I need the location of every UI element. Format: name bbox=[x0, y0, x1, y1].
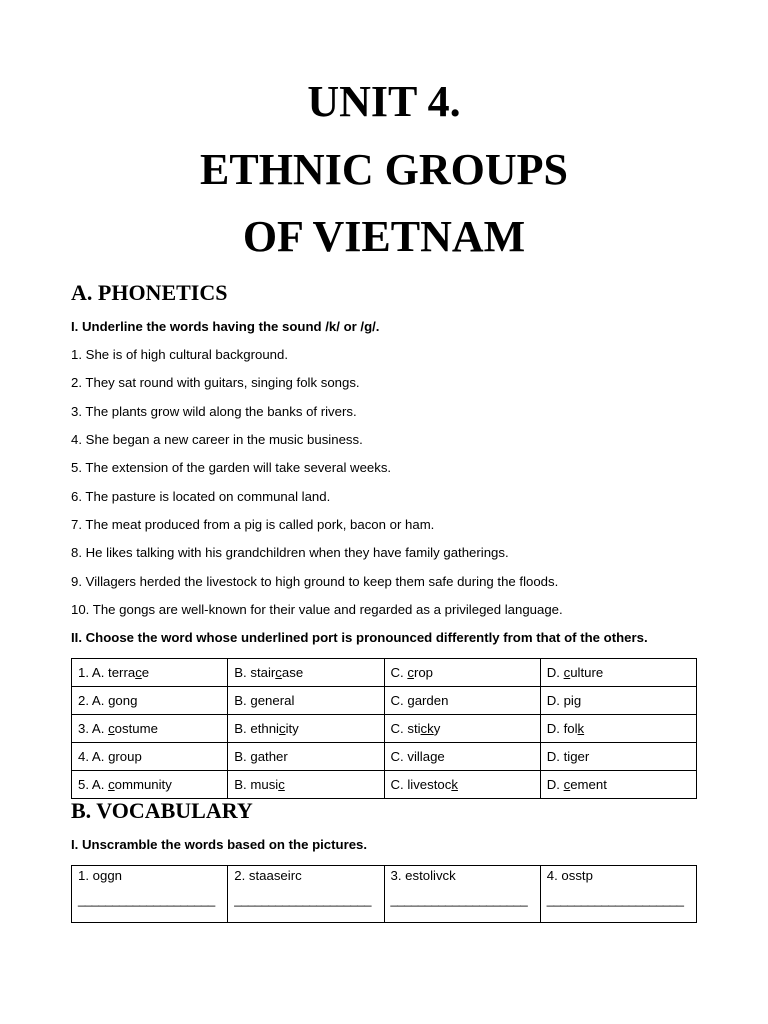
answer-blank[interactable]: ____________________ bbox=[546, 892, 684, 907]
underlined-letters: c bbox=[108, 777, 115, 792]
underlined-letters: c bbox=[108, 721, 115, 736]
choice-cell bbox=[540, 771, 696, 799]
underlined-letters: g bbox=[570, 749, 578, 764]
underlined-letters: g bbox=[108, 749, 116, 764]
choice-cell bbox=[228, 715, 384, 743]
sentence-item: 7. The meat produced from a pig is called pork, bacon or ham. bbox=[71, 517, 435, 532]
phonetics-instruction-1: I. Underline the words having the sound /k/ or /g/. bbox=[71, 319, 380, 334]
choice-text: 1. A. terra bbox=[78, 665, 136, 680]
choice-text: B. ethni bbox=[234, 721, 279, 736]
choice-text: C. bbox=[390, 693, 408, 708]
unscramble-cell bbox=[384, 866, 540, 923]
section-heading-phonetics: A. PHONETICS bbox=[71, 280, 228, 305]
choice-text-end: ather bbox=[257, 749, 288, 764]
table-row bbox=[72, 687, 697, 715]
sentence-item: 4. She began a new career in the music business. bbox=[71, 432, 363, 447]
underlined-letters: g bbox=[407, 693, 415, 708]
underlined-letters: c bbox=[278, 777, 285, 792]
choice-text: 2. A. bbox=[78, 693, 109, 708]
choice-cell bbox=[540, 687, 696, 715]
underlined-letters: c bbox=[275, 665, 282, 680]
table-row bbox=[72, 659, 697, 687]
choice-cell bbox=[72, 743, 228, 771]
choice-text: C. villa bbox=[390, 749, 431, 764]
choice-text-end: eneral bbox=[257, 693, 295, 708]
choice-text: C. bbox=[390, 665, 408, 680]
choice-cell bbox=[72, 659, 228, 687]
choice-text-end: arden bbox=[414, 693, 449, 708]
choice-text-end: rop bbox=[413, 665, 434, 680]
answer-blank[interactable]: ____________________ bbox=[234, 892, 371, 907]
underlined-letters: g bbox=[250, 693, 258, 708]
choice-cell bbox=[228, 743, 384, 771]
choice-text: 5. A. bbox=[78, 777, 109, 792]
underlined-letters: g bbox=[430, 749, 438, 764]
choice-cell bbox=[384, 687, 540, 715]
choice-cell bbox=[72, 715, 228, 743]
unscramble-cell bbox=[540, 866, 696, 923]
choice-cell bbox=[384, 743, 540, 771]
unit-title: UNIT 4. bbox=[307, 77, 461, 126]
underlined-letters: k bbox=[451, 777, 458, 792]
table-row bbox=[72, 866, 697, 923]
table-row bbox=[72, 743, 697, 771]
pronunciation-choice-table bbox=[71, 658, 697, 799]
underlined-letters: c bbox=[563, 777, 571, 792]
sentence-item: 8. He likes talking with his grandchildren when they have family gatherings. bbox=[71, 545, 509, 560]
sentence-item: 2. They sat round with guitars, singing folk songs. bbox=[71, 375, 360, 390]
underlined-letters: c bbox=[278, 721, 286, 736]
choice-text: 3. A. bbox=[78, 721, 109, 736]
choice-text-end: ement bbox=[570, 777, 607, 792]
unscramble-cell bbox=[228, 866, 384, 923]
sentence-item: 1. She is of high cultural background. bbox=[71, 347, 288, 362]
choice-text: D. pi bbox=[546, 693, 574, 708]
sentence-item: 9. Villagers herded the livestock to high ground to keep them safe during the floods. bbox=[71, 574, 559, 589]
underlined-letters: ck bbox=[420, 721, 434, 736]
choice-cell bbox=[540, 659, 696, 687]
unscramble-cell bbox=[72, 866, 228, 923]
choice-cell bbox=[72, 687, 228, 715]
choice-cell bbox=[384, 771, 540, 799]
unscramble-table bbox=[71, 865, 697, 923]
scrambled-word: 1. oggn bbox=[78, 868, 122, 883]
choice-cell bbox=[384, 715, 540, 743]
choice-text-end: ase bbox=[281, 665, 304, 680]
choice-cell bbox=[228, 687, 384, 715]
underlined-letters: k bbox=[577, 721, 585, 736]
unit-title-line-2: ETHNIC GROUPS bbox=[200, 145, 568, 194]
scrambled-word: 2. staaseirc bbox=[234, 868, 302, 883]
choice-cell bbox=[540, 743, 696, 771]
choice-cell bbox=[540, 715, 696, 743]
answer-blank[interactable]: ____________________ bbox=[78, 892, 215, 907]
choice-text: D. bbox=[546, 777, 564, 792]
choice-text-end: ommunity bbox=[114, 777, 172, 792]
table-row bbox=[72, 715, 697, 743]
underlined-letters: c bbox=[563, 665, 571, 680]
choice-cell bbox=[228, 771, 384, 799]
choice-cell bbox=[228, 659, 384, 687]
underlined-letters: g bbox=[250, 749, 258, 764]
underlined-letters: g bbox=[573, 693, 582, 708]
choice-text: 4. A. bbox=[78, 749, 109, 764]
choice-text: B. bbox=[234, 693, 251, 708]
choice-text-end: e bbox=[141, 665, 150, 680]
phonetics-instruction-2: II. Choose the word whose underlined port is pronounced differently from that of the others. bbox=[71, 630, 648, 645]
choice-cell bbox=[72, 771, 228, 799]
underlined-letters: c bbox=[407, 665, 414, 680]
choice-text: C. sti bbox=[390, 721, 421, 736]
section-heading-vocabulary: B. VOCABULARY bbox=[71, 798, 253, 823]
sentence-item: 6. The pasture is located on communal land. bbox=[71, 489, 331, 504]
sentence-item: 5. The extension of the garden will take several weeks. bbox=[71, 460, 392, 475]
choice-text: B. musi bbox=[234, 777, 279, 792]
choice-text: D. bbox=[546, 665, 564, 680]
choice-text-end: ong bbox=[115, 693, 138, 708]
sentence-item: 3. The plants grow wild along the banks of rivers. bbox=[71, 404, 357, 419]
choice-cell bbox=[384, 659, 540, 687]
choice-text: B. bbox=[234, 749, 251, 764]
choice-text-end: y bbox=[433, 721, 441, 736]
choice-text-end: roup bbox=[115, 749, 142, 764]
table-row bbox=[72, 771, 697, 799]
choice-text: B. stair bbox=[234, 665, 276, 680]
choice-text-end: er bbox=[577, 749, 590, 764]
underlined-letters: c bbox=[135, 665, 142, 680]
choice-text: D. ti bbox=[546, 749, 571, 764]
underlined-letters: g bbox=[108, 693, 116, 708]
unit-title-line-3: OF VIETNAM bbox=[242, 212, 526, 261]
scrambled-word: 3. estolivck bbox=[390, 868, 456, 883]
choice-text-end: ulture bbox=[570, 665, 604, 680]
vocabulary-instruction-1: I. Unscramble the words based on the pictures. bbox=[71, 837, 368, 852]
choice-text: C. livestoc bbox=[390, 777, 452, 792]
choice-text-end: ity bbox=[285, 721, 299, 736]
choice-text-end: ostume bbox=[114, 721, 158, 736]
choice-text-end: e bbox=[437, 749, 445, 764]
scrambled-word: 4. osstp bbox=[546, 868, 593, 883]
answer-blank[interactable]: ____________________ bbox=[390, 892, 528, 907]
choice-text: D. fol bbox=[546, 721, 578, 736]
sentence-item: 10. The gongs are well-known for their value and regarded as a privileged language. bbox=[71, 602, 563, 617]
